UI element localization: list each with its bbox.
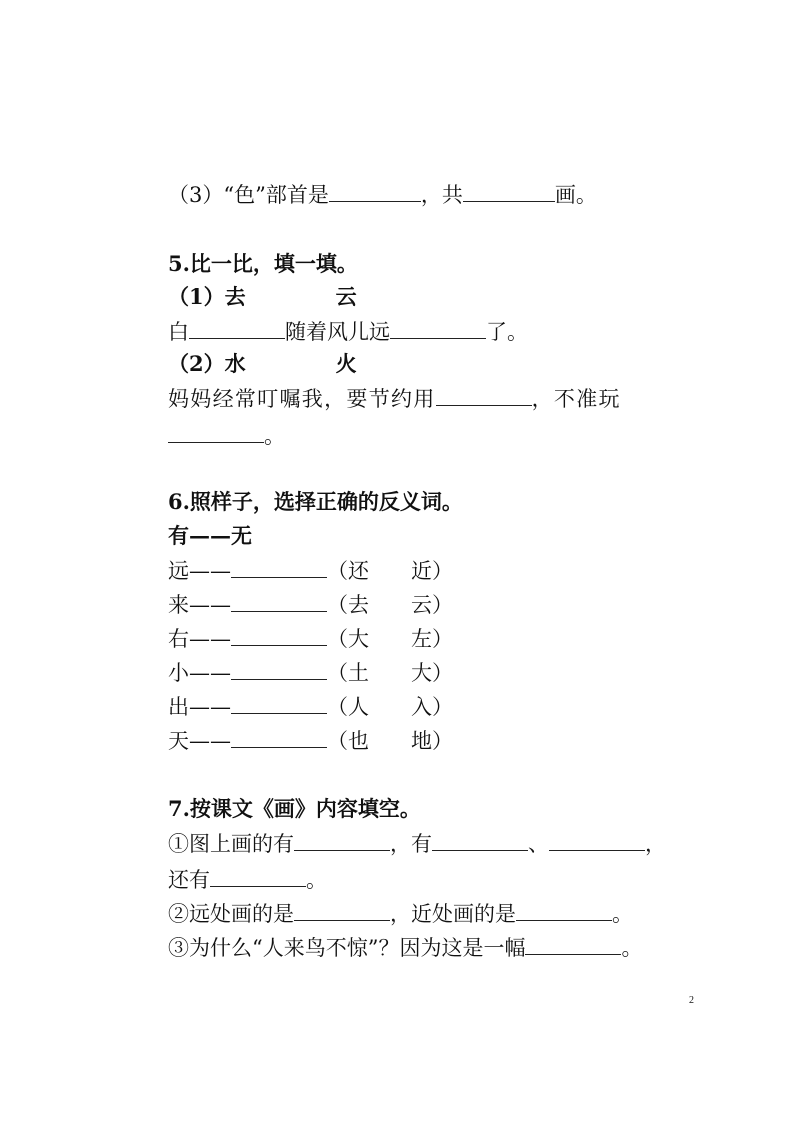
q7-item3-start: ③为什么“人来鸟不惊”？因为这是一幅	[168, 936, 526, 960]
q4-part3-suffix: 画。	[554, 183, 597, 207]
answer-blank[interactable]	[189, 318, 285, 339]
q7-item2-start: ②远处画的是	[168, 902, 294, 926]
answer-blank[interactable]	[294, 830, 390, 851]
answer-blank[interactable]	[231, 591, 327, 612]
q5-pair1	[168, 284, 357, 310]
q6-row-word: 天——	[168, 729, 231, 753]
q6-row	[168, 591, 453, 618]
answer-blank[interactable]	[231, 693, 327, 714]
q6-row	[168, 625, 453, 652]
q5-sentence1	[168, 318, 528, 345]
q6-row	[168, 659, 453, 686]
q4-part3-prefix: （3）“色”部首是	[168, 183, 329, 207]
q5-pair2-alt: 火	[335, 351, 357, 376]
q7-item1-end: ，	[645, 832, 666, 856]
answer-blank[interactable]	[210, 866, 306, 887]
q6-row-word: 远——	[168, 559, 231, 583]
q7-item2	[168, 900, 633, 927]
q6-row	[168, 727, 453, 754]
q7-item3	[168, 934, 642, 961]
answer-blank[interactable]	[516, 900, 612, 921]
answer-blank[interactable]	[294, 900, 390, 921]
q5-sentence2-line2-end: 。	[264, 424, 285, 448]
q5-pair2-label: （2）水	[168, 351, 246, 376]
q7-item1-mid2: 、	[528, 832, 549, 856]
q5-sentence1-mid: 随着风儿远	[285, 320, 390, 344]
q6-row-choices: （人 入）	[327, 695, 453, 719]
q5-sentence1-end: 了。	[486, 320, 528, 344]
q7-item1-line2	[168, 866, 327, 893]
answer-blank[interactable]	[231, 727, 327, 748]
q6-row-choices: （还 近）	[327, 559, 453, 583]
answer-blank[interactable]	[525, 934, 621, 955]
q7-item2-end: 。	[612, 902, 633, 926]
answer-blank[interactable]	[231, 557, 327, 578]
q6-row-word: 右——	[168, 627, 231, 651]
answer-blank[interactable]	[329, 181, 421, 202]
q4-part3-line	[168, 181, 597, 208]
answer-blank[interactable]	[463, 181, 555, 202]
q6-row	[168, 693, 453, 720]
q6-row	[168, 557, 453, 584]
answer-blank[interactable]	[231, 659, 327, 680]
q7-item1-line1	[168, 830, 666, 857]
answer-blank[interactable]	[436, 385, 532, 406]
q7-item1-start: ①图上画的有	[168, 832, 294, 856]
q5-sentence2-line2	[168, 422, 285, 449]
q6-row-choices: （也 地）	[327, 729, 453, 753]
q6-example: 有——无	[168, 523, 252, 548]
q5-pair2	[168, 351, 357, 377]
q6-row-word: 来——	[168, 593, 231, 617]
answer-blank[interactable]	[390, 318, 486, 339]
q5-pair1-alt: 云	[335, 284, 357, 309]
q4-part3-mid: ，共	[420, 183, 463, 207]
q5-sentence2-line1	[168, 385, 621, 412]
q7-item3-end: 。	[621, 936, 643, 960]
answer-blank[interactable]	[549, 830, 645, 851]
q5-sentence2-end: ，不准玩	[531, 387, 621, 411]
q7-title: 7.按课文《画》内容填空。	[168, 796, 421, 821]
answer-blank[interactable]	[168, 422, 264, 443]
q7-item1-line2-start: 还有	[168, 868, 210, 892]
q5-sentence1-start: 白	[168, 320, 189, 344]
q6-row-word: 小——	[168, 661, 231, 685]
answer-blank[interactable]	[231, 625, 327, 646]
page-number: 2	[689, 995, 694, 1006]
answer-blank[interactable]	[432, 830, 528, 851]
q7-item1-mid1: ，有	[390, 832, 432, 856]
q5-sentence2-start: 妈妈经常叮嘱我，要节约用	[168, 387, 436, 411]
q6-row-choices: （去 云）	[327, 593, 453, 617]
q6-row-choices: （大 左）	[327, 627, 453, 651]
q7-item1-line2-end: 。	[306, 868, 327, 892]
q6-row-choices: （土 大）	[327, 661, 453, 685]
q5-title: 5.比一比，填一填。	[168, 251, 358, 276]
q6-row-word: 出——	[168, 695, 231, 719]
q7-item2-mid: ，近处画的是	[390, 902, 516, 926]
q6-title: 6.照样子，选择正确的反义词。	[168, 489, 463, 514]
q5-pair1-label: （1）去	[168, 284, 246, 309]
